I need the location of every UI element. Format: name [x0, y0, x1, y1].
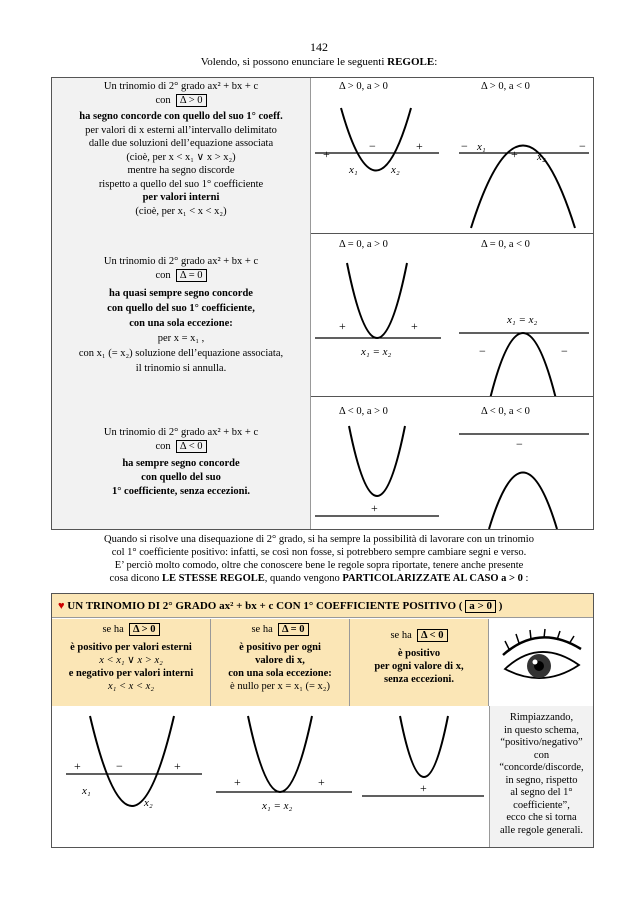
intro-text: Volendo, si possono enunciare le seguenti [200, 56, 385, 68]
case-line: valore di x, [255, 655, 305, 666]
plus-sign: + [420, 781, 427, 795]
case-cell-delta-positive [52, 619, 211, 706]
note-line: con [533, 749, 550, 761]
heart-icon: ♥ [58, 600, 65, 612]
page-number: 142 [310, 40, 328, 54]
rule-line: dalle due soluzioni dell’equazione associata [88, 138, 274, 149]
parabola-up-two-roots [66, 716, 202, 809]
minus-sign: − [516, 437, 523, 451]
double-root: x₁ = x₂ [507, 314, 538, 326]
side-note [489, 706, 593, 847]
intro-line [0, 56, 638, 68]
para-bold: LE STESSE REGOLE [162, 573, 265, 584]
condition-line [52, 440, 310, 454]
paragraph-line: Quando si risolve una disequazione di 2° grado, si ha sempre la possibilità di lavorare con un trinomio [104, 534, 534, 545]
rule-line: ha sempre segno concorde [122, 458, 240, 469]
rule-line: (cioè, per x₁ < x < x₂) [135, 205, 227, 217]
rule-lines [52, 110, 310, 218]
para-text: , quando vengono [264, 573, 340, 584]
se-ha-label: se ha [390, 630, 412, 641]
case-cell-delta-zero [211, 619, 350, 706]
rule-lines [52, 286, 310, 376]
double-root: x₁ = x₂ [361, 346, 392, 358]
paragraph-line: E’ perciò molto comodo, oltre che conoscere bene le regole sopra riportate, tenere anche presente [114, 560, 524, 571]
para-bold: PARTICOLARIZZATE AL CASO a > 0 [342, 573, 523, 584]
case-lines [350, 647, 488, 686]
case-condition: Δ > 0 [129, 623, 160, 636]
graph-title: Δ > 0, a > 0 [339, 81, 388, 92]
se-ha-label: se ha [251, 624, 273, 635]
parabola-up-no-roots [362, 716, 484, 796]
case-condition: Δ < 0 [417, 629, 448, 642]
box-header-text: UN TRINOMIO DI 2° GRADO ax² + bx + c CON 1° COEFFICIENTE POSITIVO ( [67, 600, 463, 612]
minus-sign: − [479, 344, 486, 358]
rules-table [51, 77, 594, 530]
con-label: con [155, 94, 171, 106]
note-line: in segno, rispetto [505, 774, 578, 786]
case-lines [211, 641, 349, 693]
con-label: con [155, 269, 171, 281]
intro-bold: REGOLE [387, 56, 435, 68]
rule-line: con una sola eccezione: [129, 318, 233, 329]
rule-text-cell [52, 78, 311, 233]
root-x2: x₂ [144, 797, 153, 809]
condition-line [52, 269, 310, 283]
note-line: ecco che si torna [506, 812, 577, 823]
rule-row-delta-zero [52, 233, 593, 397]
note-line: coefficiente”, [513, 799, 570, 811]
graph-title: Δ = 0, a < 0 [481, 239, 530, 250]
graph-pair [311, 233, 593, 396]
rule-text-cell [52, 233, 311, 396]
plus-sign: + [339, 319, 346, 333]
plus-sign: + [174, 759, 181, 773]
plus-sign: + [371, 501, 378, 515]
graph-pair [311, 78, 593, 233]
box-header [52, 594, 593, 618]
plus-sign: + [74, 759, 81, 773]
intro-end: : [434, 56, 438, 68]
rule-line: 1° coefficiente, senza eccezioni. [111, 486, 250, 497]
trinomio-label: Un trinomio di 2° grado ax² + bx + c [103, 256, 259, 267]
rule-line: con quello del suo [141, 472, 221, 483]
rule-lines [52, 457, 310, 499]
root-x2: x₂ [391, 164, 400, 176]
minus-sign: − [369, 139, 376, 153]
box-header-end: ) [498, 600, 503, 612]
rule-line: il trinomio si annulla. [135, 363, 227, 374]
rule-line: per x = x₁ , [157, 333, 205, 344]
note-line: alle regole generali. [499, 824, 584, 836]
root-x1: x₁ [349, 164, 358, 176]
se-ha-label: se ha [102, 624, 124, 635]
plus-sign: + [323, 147, 330, 161]
rule-line: ha segno concorde con quello del suo 1° coeff. [79, 111, 283, 122]
note-line: in questo schema, [504, 724, 579, 736]
graph-title: Δ < 0, a < 0 [481, 406, 530, 417]
graph-title: Δ > 0, a < 0 [481, 81, 530, 92]
parabola-down-no-roots [459, 434, 589, 529]
rule-row-delta-positive [52, 78, 593, 234]
rule-row-delta-negative [52, 396, 593, 529]
parabola-up-no-roots [315, 426, 439, 516]
rule-graphs-cell [311, 396, 593, 529]
root-x2: x₂ [537, 151, 546, 163]
plus-sign: + [416, 139, 423, 153]
se-ha-line [52, 619, 210, 636]
para-text: : [525, 573, 529, 584]
note-line: Rimpiazzando, [509, 712, 574, 723]
parabola-up-double-root [315, 263, 441, 358]
con-label: con [155, 440, 171, 452]
plus-sign: + [511, 147, 518, 161]
rule-line: mentre ha segno discorde [127, 165, 235, 176]
plus-sign: + [411, 319, 418, 333]
rule-line: ha quasi sempre segno concorde [109, 288, 253, 299]
root-x1: x₁ [82, 785, 91, 797]
rule-line: rispetto a quello del suo 1° coefficiente [98, 178, 264, 190]
positive-coefficient-box [51, 593, 594, 848]
rule-line: (cioè, per x < x₁ ∨ x > x₂) [126, 151, 236, 163]
case-line: è nullo per x = x₁ (= x₂) [230, 681, 330, 692]
rule-line: per valori di x esterni all’intervallo delimitato [85, 124, 277, 136]
minus-sign: − [461, 139, 468, 153]
case-line: x < x₁ ∨ x > x₂ [99, 655, 163, 666]
positive-case-graphs [52, 706, 488, 847]
case-line: per ogni valore di x, [374, 661, 464, 672]
se-ha-line [350, 619, 488, 642]
minus-sign: − [561, 344, 568, 358]
graph-title: Δ < 0, a > 0 [339, 406, 388, 417]
case-line: è positivo per valori esterni [70, 642, 192, 653]
box-header-condition: a > 0 [465, 600, 496, 613]
case-lines [52, 641, 210, 693]
parabola-up-double-root [216, 716, 352, 812]
case-line: con una sola eccezione: [228, 668, 332, 679]
note-line: “positivo/negativo” [500, 737, 583, 748]
rule-line: con quello del suo 1° coefficiente, [107, 303, 255, 314]
parabola-down-double-root [459, 314, 589, 396]
graph-pair [311, 396, 593, 529]
case-line: e negativo per valori interni [68, 668, 194, 679]
case-line: x₁ < x < x₂ [108, 681, 154, 692]
para-text: cosa dicono [109, 573, 160, 584]
case-line: senza eccezioni. [384, 674, 454, 685]
condition-box: Δ = 0 [176, 269, 207, 282]
rule-graphs-cell [311, 233, 593, 396]
rule-line: con x₁ (= x₂) soluzione dell’equazione associata, [78, 348, 284, 359]
condition-line [52, 94, 310, 108]
note-line: al segno del 1° [510, 787, 573, 798]
minus-sign: − [116, 759, 123, 773]
double-root: x₁ = x₂ [262, 800, 293, 812]
eye-illustration [489, 619, 593, 706]
rule-line: per valori interni [142, 192, 220, 203]
rule-graphs-cell [311, 78, 593, 233]
plus-sign: + [318, 775, 325, 789]
explanation-paragraph [46, 533, 592, 585]
trinomio-label: Un trinomio di 2° grado ax² + bx + c [103, 427, 259, 438]
paragraph-line [46, 572, 592, 585]
minus-sign: − [579, 139, 586, 153]
condition-box: Δ < 0 [176, 440, 207, 453]
case-cell-delta-negative [350, 619, 489, 706]
case-condition: Δ = 0 [278, 623, 309, 636]
rule-text-cell [52, 396, 311, 529]
parabola-down-two-roots [459, 139, 589, 228]
case-line: è positivo per ogni [239, 642, 321, 653]
case-line: è positivo [397, 648, 441, 659]
paragraph-line: col 1° coefficiente positivo: infatti, se così non fosse, si potrebbero sempre cambiare segni e verso. [111, 547, 527, 558]
graph-title: Δ = 0, a > 0 [339, 239, 388, 250]
condition-box: Δ > 0 [176, 94, 207, 107]
plus-sign: + [234, 775, 241, 789]
se-ha-line [211, 619, 349, 636]
note-line: “concorde/discorde, [499, 762, 584, 773]
parabola-up-two-roots [315, 108, 439, 176]
trinomio-label: Un trinomio di 2° grado ax² + bx + c [103, 81, 259, 92]
root-x1: x₁ [477, 141, 486, 153]
eye-illustration-cell [489, 619, 593, 706]
